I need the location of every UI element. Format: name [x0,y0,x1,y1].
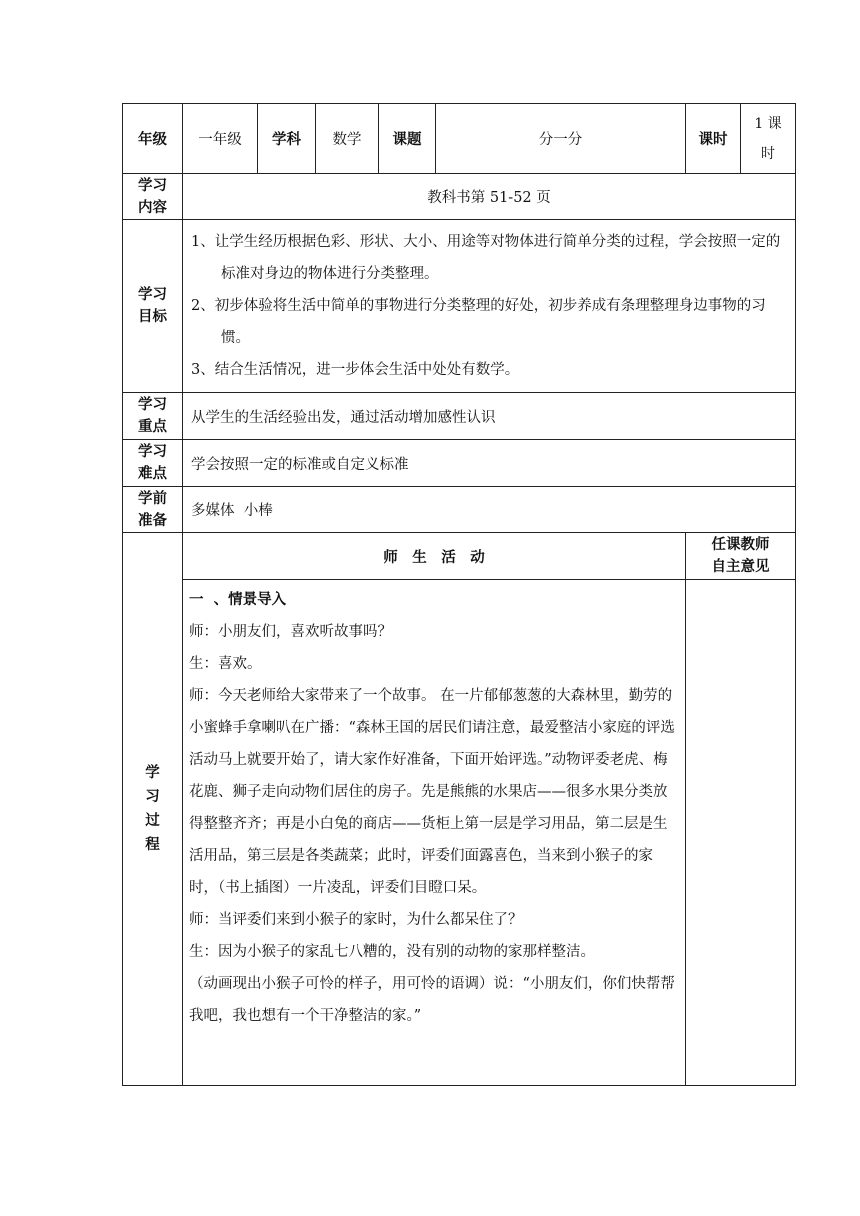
goals-label [123,220,183,393]
grade-label: 年级 [123,104,183,174]
content-label-line1: 学习 [138,177,167,194]
story-paragraph: 师：今天老师给大家带来了一个故事。 在一片郁郁葱葱的大森林里，勤劳的小蜜蜂手拿喇叭在广播：“森林王国的居民们请注意，最爱整洁小家庭的评选活动马上就要开始了，请大家作好准备，下面开始评选。”动物评委老虎、梅花鹿、狮子走向动物们居住的房子。先是熊熊的水果店——很多水果分类放得整整齐齐；再是小白兔的商店——货柜上第一层是学习用品，第二层是生活用品，第三层是各类蔬菜；此时，评委们面露喜色，当来到小猴子的家时，（书上插图）一片凌乱，评委们目瞪口呆。 [189,688,675,896]
key-point-row [123,393,796,440]
activity-content [183,580,686,1086]
topic-value: 分一分 [436,104,686,174]
teacher-opinion-header [686,533,796,580]
goal-item: 2、初步体验将生活中简单的事物进行分类整理的好处，初步养成有条理整理身边事物的习惯。 [191,298,766,346]
goals-label-line2: 目标 [138,309,167,325]
process-body-row [123,580,796,1086]
content-value: 教科书第 51-52 页 [183,174,796,220]
content-label [123,174,183,220]
key-point-value: 从学生的生活经验出发，通过活动增加感性认识 [183,393,796,440]
goals-list [183,220,796,393]
subject-label: 学科 [258,104,316,174]
preparation-value: 多媒体 小棒 [183,487,796,533]
teacher-opinion-header-line2: 自主意见 [711,559,770,575]
difficulty-label-line1: 学习 [138,444,167,460]
content-label-line2: 内容 [138,199,167,216]
content-row [123,174,796,220]
goals-label-line1: 学习 [138,287,167,303]
difficulty-value: 学会按照一定的标准或自定义标准 [183,440,796,487]
goal-item: 1、让学生经历根据色彩、形状、大小、用途等对物体进行简单分类的过程，学会按照一定的标准对身边的物体进行分类整理。 [191,234,781,282]
lesson-plan-table [122,103,796,1086]
header-row [123,104,796,174]
dialogue-paragraph: （动画现出小猴子可怜的样子，用可怜的语调）说：“小朋友们，你们快帮帮我吧，我也想有一个干净整洁的家。” [189,976,675,1024]
key-point-label-line1: 学习 [138,397,167,413]
period-value [741,104,796,174]
period-label: 课时 [686,104,741,174]
key-point-label [123,393,183,440]
difficulty-label-line2: 难点 [138,466,167,482]
activity-header: 师 生 活 动 [183,533,686,580]
preparation-label-line1: 学前 [138,490,167,507]
process-header-row [123,533,796,580]
period-value-line2: 时 [761,145,775,162]
dialogue-paragraph: 师：小朋友们，喜欢听故事吗？ [189,624,392,640]
section-heading: 一 、情景导入 [189,592,287,608]
grade-value: 一年级 [183,104,258,174]
process-label-char: 学 [145,765,160,781]
preparation-label [123,487,183,533]
subject-value: 数学 [316,104,379,174]
process-label-char: 习 [145,789,160,805]
preparation-label-line2: 准备 [138,512,167,529]
dialogue-paragraph: 生：因为小猴子的家乱七八糟的，没有别的动物的家那样整洁。 [189,944,595,960]
topic-label: 课题 [379,104,436,174]
goals-row [123,220,796,393]
teacher-opinion-header-line1: 任课教师 [711,537,770,553]
preparation-row [123,487,796,533]
dialogue-paragraph: 师：当评委们来到小猴子的家时，为什么都呆住了？ [189,912,523,928]
difficulty-label [123,440,183,487]
goal-item: 3、结合生活情况，进一步体会生活中处处有数学。 [191,362,520,378]
dialogue-paragraph: 生：喜欢。 [189,656,262,672]
process-label [123,533,183,1086]
difficulty-row [123,440,796,487]
key-point-label-line2: 重点 [138,419,167,435]
process-label-char: 程 [145,837,160,853]
process-label-char: 过 [145,813,160,829]
teacher-opinion-cell [686,580,796,1086]
period-value-line1: 1 课 [754,115,782,132]
